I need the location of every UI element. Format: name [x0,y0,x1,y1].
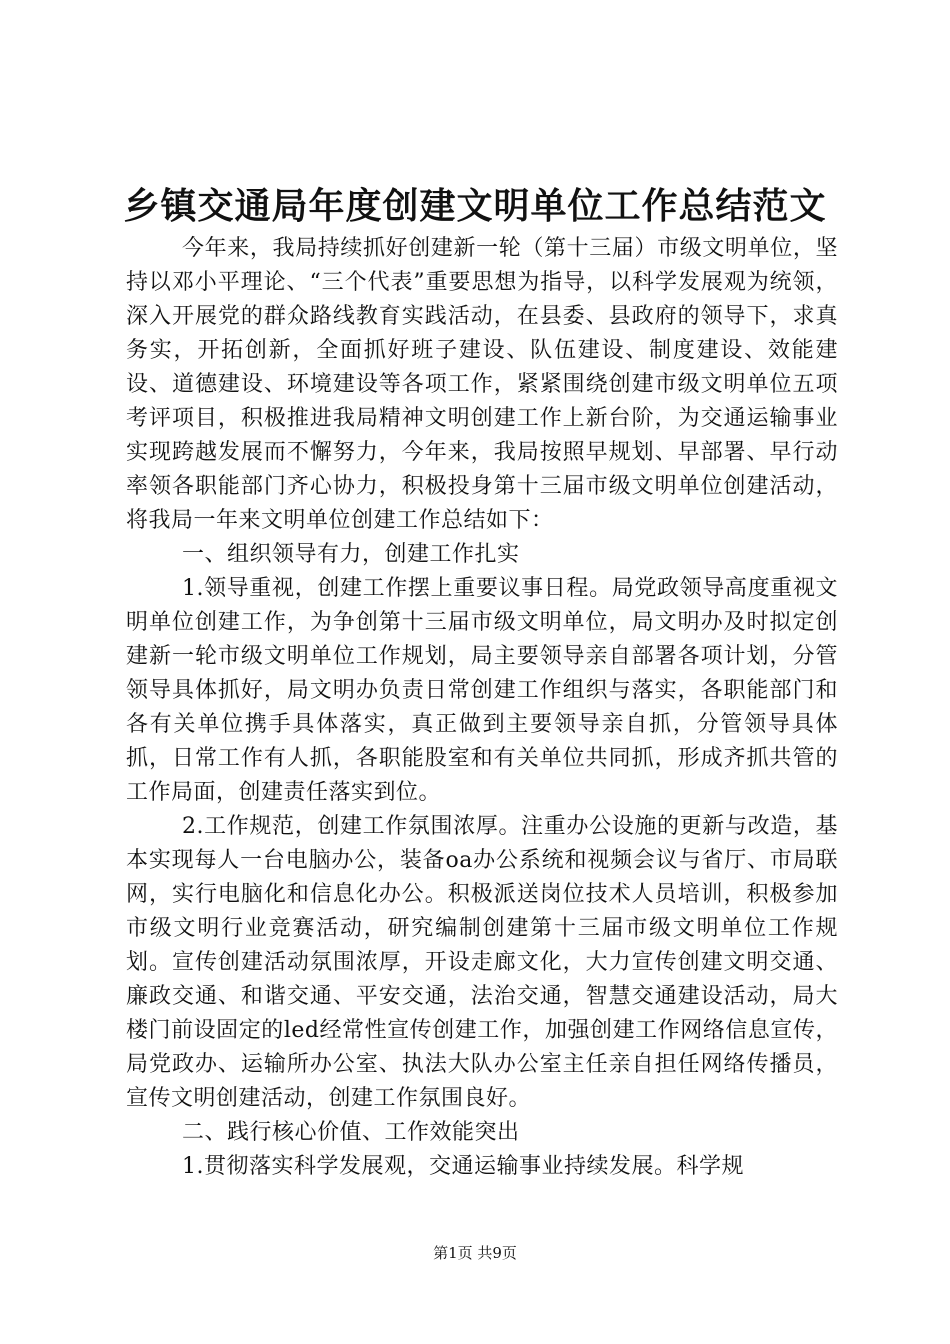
document-body [126,232,838,1184]
section-heading-2: 二、践行核心价值、工作效能突出 [182,1120,520,1145]
paragraph-1-1: 1.领导重视，创建工作摆上重要议事日程。局党政领导高度重视文明单位创建工作，为争创第十三届市级文明单位，局文明办及时拟定创建新一轮市级文明单位工作规划，局主要领导亲自部署各项计划，分管领导具体抓好，局文明办负责日常创建工作组织与落实，各职能部门和各有关单位携手具体落实，真正做到主要领导亲自抓，分管领导具体抓，日常工作有人抓，各职能股室和有关单位共同抓，形成齐抓共管的工作局面，创建责任落实到位。 [126,576,838,805]
document-title: 乡镇交通局年度创建文明单位工作总结范文 [123,186,827,227]
paragraph-intro: 今年来，我局持续抓好创建新一轮（第十三届）市级文明单位，坚持以邓小平理论、“三个代表”重要思想为指导，以科学发展观为统领，深入开展党的群众路线教育实践活动，在县委、县政府的领导下，求真务实，开拓创新，全面抓好班子建设、队伍建设、制度建设、效能建设、道德建设、环境建设等各项工作，紧紧围绕创建市级文明单位五项考评项目，积极推进我局精神文明创建工作上新台阶，为交通运输事业实现跨越发展而不懈努力，今年来，我局按照早规划、早部署、早行动率领各职能部门齐心协力，积极投身第十三届市级文明单位创建活动，将我局一年来文明单位创建工作总结如下： [126,236,838,533]
paragraph-1-2: 2.工作规范，创建工作氛围浓厚。注重办公设施的更新与改造，基本实现每人一台电脑办公，装备oa办公系统和视频会议与省厅、市局联网，实行电脑化和信息化办公。积极派送岗位技术人员培训，积极参加市级文明行业竞赛活动，研究编制创建第十三届市级文明单位工作规划。宣传创建活动氛围浓厚，开设走廊文化，大力宣传创建文明交通、廉政交通、和谐交通、平安交通，法治交通，智慧交通建设活动，局大楼门前设固定的led经常性宣传创建工作，加强创建工作网络信息宣传，局党政办、运输所办公室、执法大队办公室主任亲自担任网络传播员，宣传文明创建活动，创建工作氛围良好。 [126,814,838,1111]
paragraph-2-1: 1.贯彻落实科学发展观，交通运输事业持续发展。科学规 [182,1154,744,1179]
page-number-footer: 第1页 共9页 [433,1244,517,1262]
section-heading-1: 一、组织领导有力，创建工作扎实 [182,542,520,567]
